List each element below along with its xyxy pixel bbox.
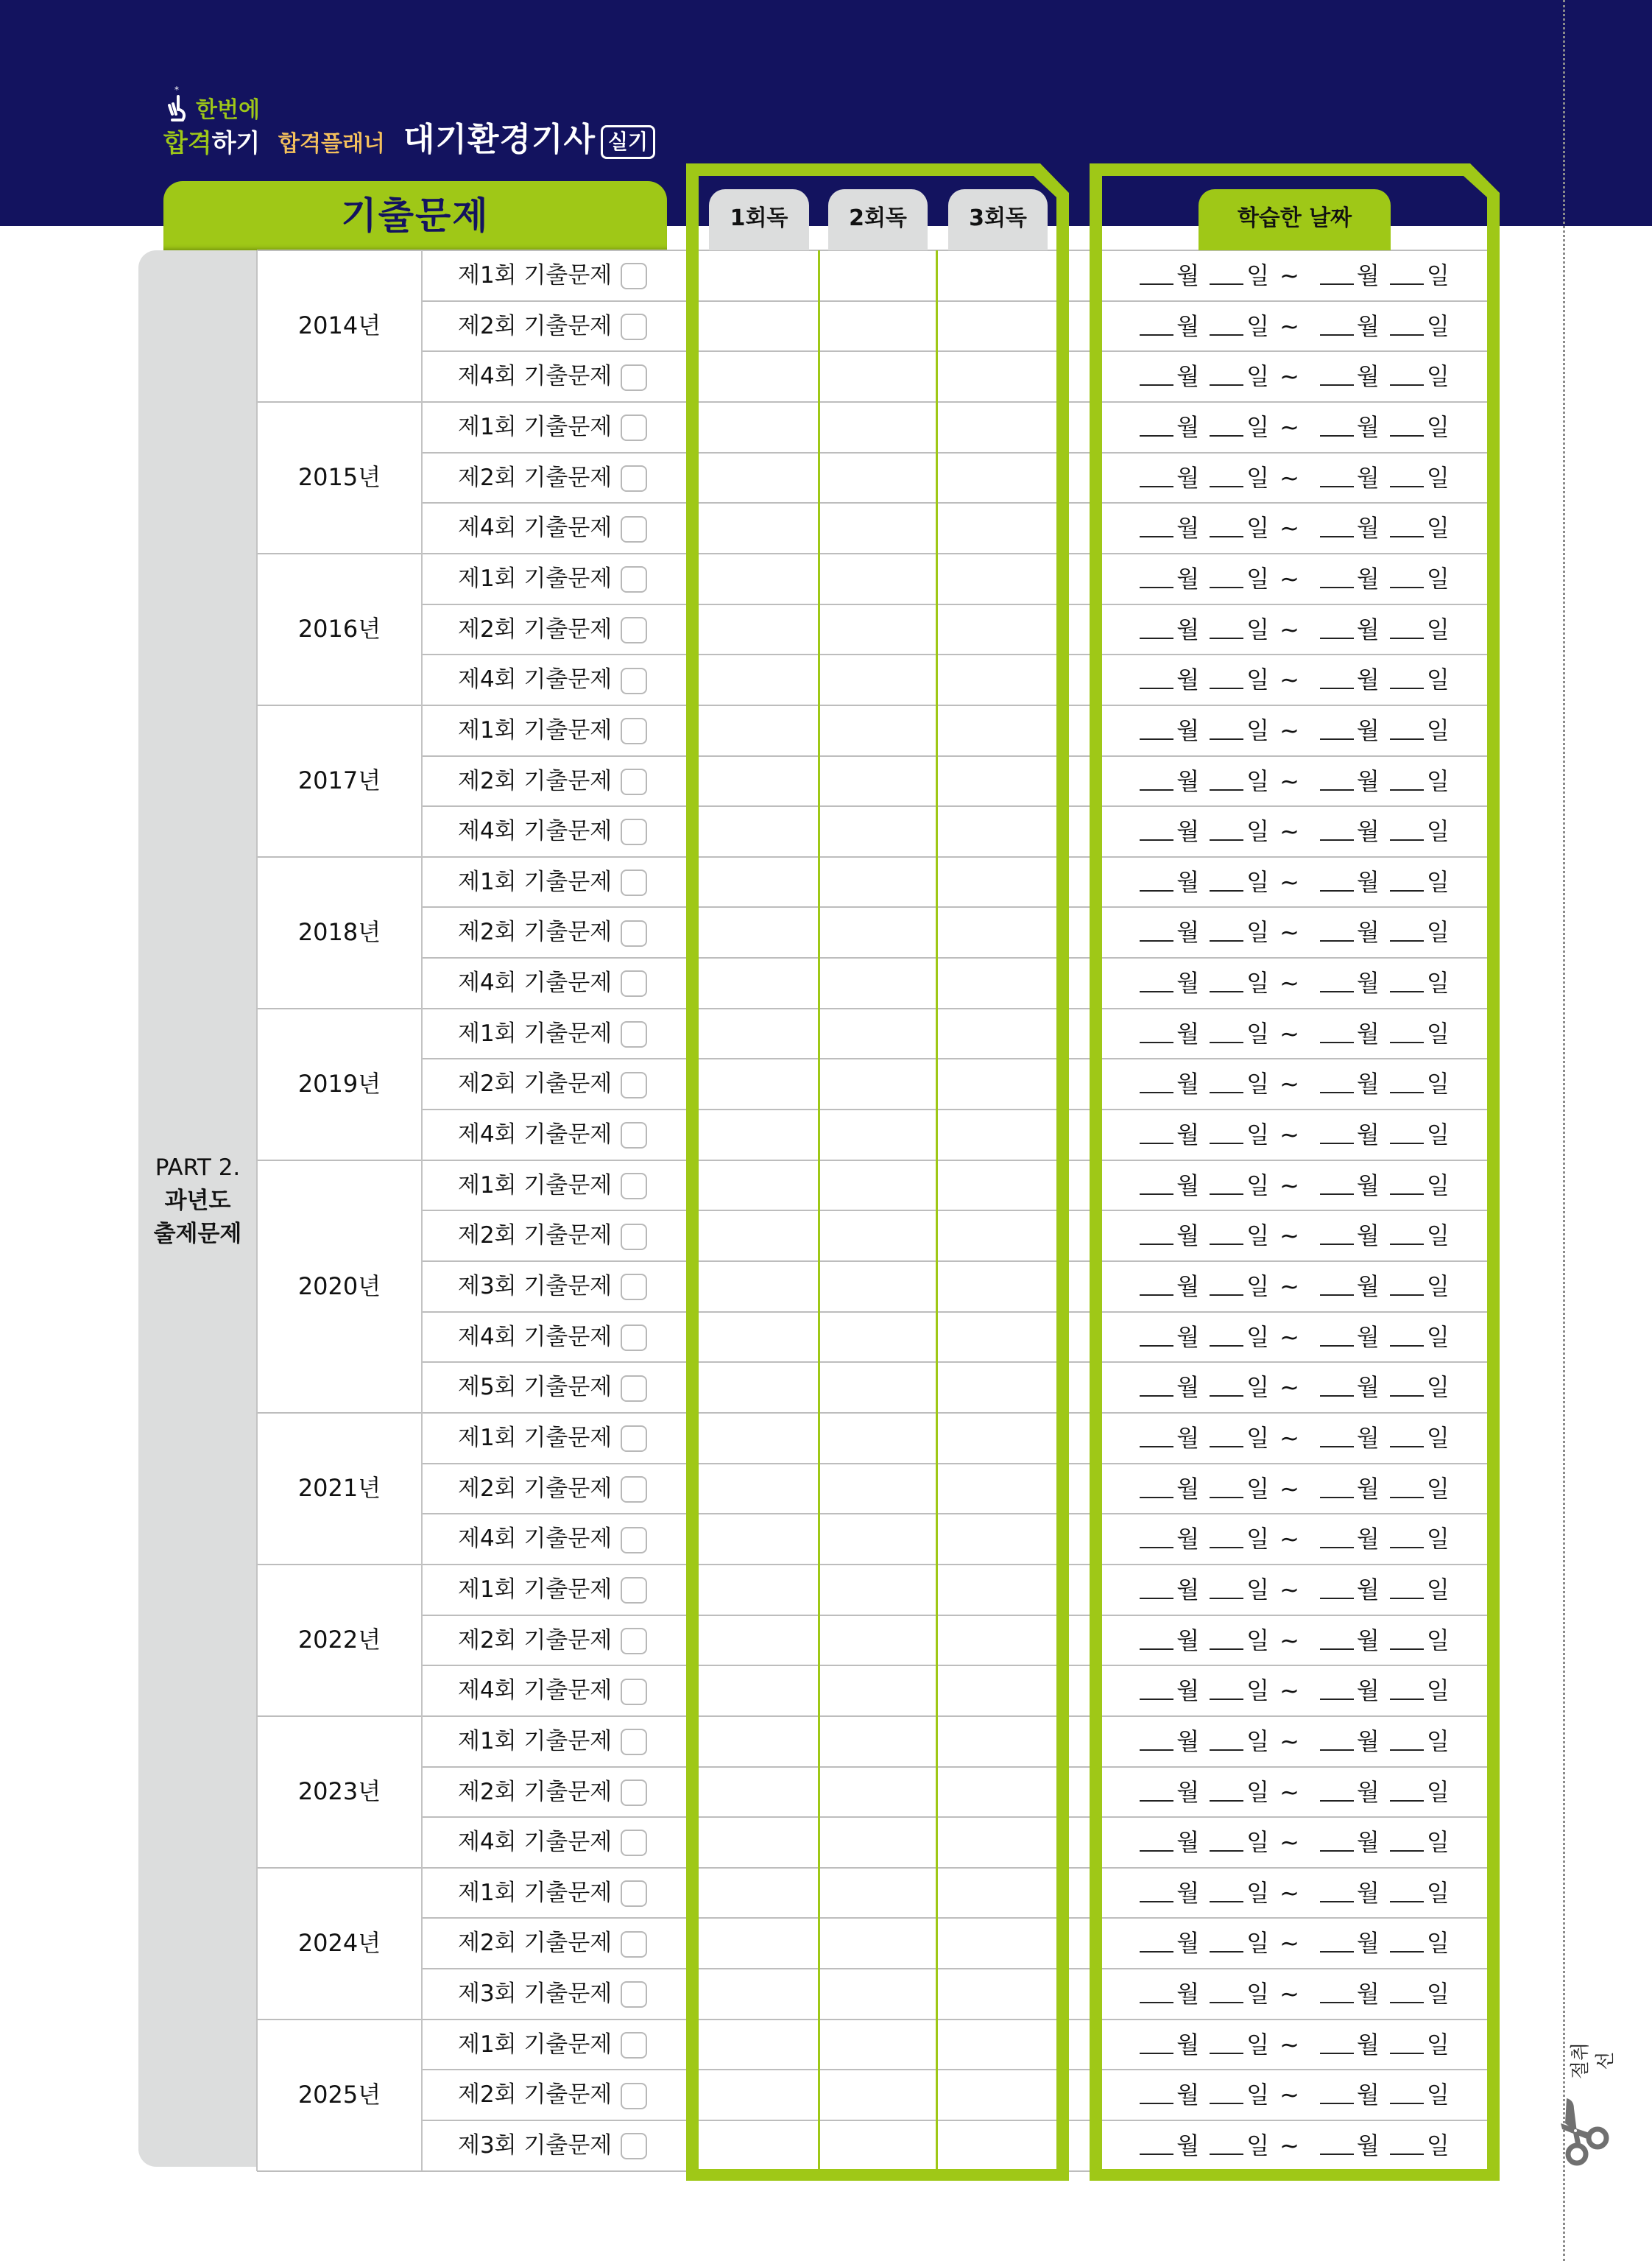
date-month: 월 bbox=[1176, 1019, 1200, 1048]
date-month: 월 bbox=[1176, 412, 1200, 441]
date-month: 월 bbox=[1356, 514, 1380, 543]
date-day: 일 bbox=[1246, 1019, 1270, 1048]
date-tilde: ~ bbox=[1279, 2081, 1299, 2109]
date-day: 일 bbox=[1426, 1171, 1450, 1199]
date-month: 월 bbox=[1356, 1726, 1380, 1755]
exam-label: 제1회 기출문제 bbox=[458, 1727, 613, 1754]
date-month: 월 bbox=[1356, 1171, 1380, 1199]
exam-label: 제5회 기출문제 bbox=[458, 1374, 613, 1401]
date-tilde: ~ bbox=[1279, 1929, 1299, 1958]
date-day: 일 bbox=[1426, 564, 1450, 593]
date-month: 월 bbox=[1176, 1676, 1200, 1705]
date-day: 일 bbox=[1426, 817, 1450, 846]
date-month: 월 bbox=[1176, 867, 1200, 896]
exam-label: 제1회 기출문제 bbox=[458, 868, 613, 895]
date-tilde: ~ bbox=[1279, 1221, 1299, 1250]
date-day: 일 bbox=[1426, 1929, 1450, 1958]
date-day: 일 bbox=[1246, 1726, 1270, 1755]
exam-label: 제4회 기출문제 bbox=[458, 1525, 613, 1553]
date-day: 일 bbox=[1426, 666, 1450, 694]
date-month: 월 bbox=[1176, 1221, 1200, 1250]
date-tilde: ~ bbox=[1279, 1171, 1299, 1199]
date-month: 월 bbox=[1176, 514, 1200, 543]
date-day: 일 bbox=[1246, 1171, 1270, 1199]
date-tilde: ~ bbox=[1279, 1070, 1299, 1098]
date-day: 일 bbox=[1246, 666, 1270, 694]
date-day: 일 bbox=[1246, 918, 1270, 947]
logo-text-green: 합격 bbox=[163, 129, 212, 158]
date-day: 일 bbox=[1426, 1777, 1450, 1806]
date-month: 월 bbox=[1176, 1575, 1200, 1604]
date-month: 월 bbox=[1356, 2081, 1380, 2109]
date-month: 월 bbox=[1176, 1070, 1200, 1098]
date-month: 월 bbox=[1356, 1070, 1380, 1098]
date-tilde: ~ bbox=[1279, 514, 1299, 543]
date-month: 월 bbox=[1176, 2030, 1200, 2059]
logo-text-line1: 한번에 bbox=[196, 97, 260, 123]
date-month: 월 bbox=[1176, 1423, 1200, 1452]
date-tilde: ~ bbox=[1279, 817, 1299, 846]
year-label: 2016년 bbox=[297, 614, 381, 643]
date-month: 월 bbox=[1176, 766, 1200, 795]
date-tilde: ~ bbox=[1279, 716, 1299, 744]
date-tilde: ~ bbox=[1279, 1373, 1299, 1402]
read-count-frame bbox=[686, 163, 1069, 2181]
date-month: 월 bbox=[1356, 1272, 1380, 1300]
date-month: 월 bbox=[1356, 412, 1380, 441]
date-day: 일 bbox=[1426, 1121, 1450, 1149]
date-month: 월 bbox=[1176, 2081, 1200, 2109]
date-day: 일 bbox=[1246, 1575, 1270, 1604]
date-day: 일 bbox=[1426, 311, 1450, 340]
date-day: 일 bbox=[1246, 514, 1270, 543]
exam-label: 제4회 기출문제 bbox=[458, 1829, 613, 1856]
date-month: 월 bbox=[1356, 1221, 1380, 1250]
date-month: 월 bbox=[1176, 362, 1200, 391]
exam-label: 제2회 기출문제 bbox=[458, 464, 613, 491]
exam-label: 제3회 기출문제 bbox=[458, 2132, 613, 2159]
date-day: 일 bbox=[1246, 1373, 1270, 1402]
date-month: 월 bbox=[1356, 1121, 1380, 1149]
tab-read-2: 2회독 bbox=[828, 189, 928, 250]
date-day: 일 bbox=[1246, 1322, 1270, 1351]
exam-label: 제1회 기출문제 bbox=[458, 2031, 613, 2058]
date-day: 일 bbox=[1246, 564, 1270, 593]
exam-label: 제1회 기출문제 bbox=[458, 1171, 613, 1199]
date-month: 월 bbox=[1356, 564, 1380, 593]
date-month: 월 bbox=[1356, 311, 1380, 340]
date-day: 일 bbox=[1426, 1070, 1450, 1098]
date-month: 월 bbox=[1356, 1980, 1380, 2008]
date-day: 일 bbox=[1246, 1423, 1270, 1452]
date-day: 일 bbox=[1246, 1272, 1270, 1300]
date-day: 일 bbox=[1426, 716, 1450, 744]
exam-label: 제1회 기출문제 bbox=[458, 716, 613, 744]
year-label: 2018년 bbox=[297, 917, 381, 946]
year-label: 2015년 bbox=[297, 462, 381, 491]
exam-label: 제3회 기출문제 bbox=[458, 1980, 613, 2008]
date-month: 월 bbox=[1176, 1474, 1200, 1503]
date-month: 월 bbox=[1176, 1726, 1200, 1755]
date-month: 월 bbox=[1356, 1626, 1380, 1654]
date-day: 일 bbox=[1426, 463, 1450, 492]
date-month: 월 bbox=[1356, 1019, 1380, 1048]
date-day: 일 bbox=[1426, 1878, 1450, 1907]
date-tilde: ~ bbox=[1279, 1626, 1299, 1654]
date-month: 월 bbox=[1176, 463, 1200, 492]
read-column-divider bbox=[936, 250, 938, 2170]
date-day: 일 bbox=[1246, 1474, 1270, 1503]
date-month: 월 bbox=[1356, 2030, 1380, 2059]
date-month: 월 bbox=[1356, 1777, 1380, 1806]
date-month: 월 bbox=[1176, 969, 1200, 998]
date-tilde: ~ bbox=[1279, 1019, 1299, 1048]
study-date-header: 학습한 날짜 bbox=[1199, 189, 1391, 250]
exam-label: 제1회 기출문제 bbox=[458, 1576, 613, 1603]
date-month: 월 bbox=[1356, 817, 1380, 846]
date-month: 월 bbox=[1356, 1676, 1380, 1705]
date-day: 일 bbox=[1246, 1878, 1270, 1907]
date-month: 월 bbox=[1356, 1929, 1380, 1958]
date-day: 일 bbox=[1426, 362, 1450, 391]
date-tilde: ~ bbox=[1279, 1474, 1299, 1503]
planner-label: 합격플래너 bbox=[278, 131, 385, 157]
date-day: 일 bbox=[1246, 1626, 1270, 1654]
date-month: 월 bbox=[1176, 1980, 1200, 2008]
exam-label: 제4회 기출문제 bbox=[458, 818, 613, 845]
date-tilde: ~ bbox=[1279, 918, 1299, 947]
date-month: 월 bbox=[1356, 1423, 1380, 1452]
date-month: 월 bbox=[1176, 1272, 1200, 1300]
date-month: 월 bbox=[1176, 311, 1200, 340]
date-tilde: ~ bbox=[1279, 969, 1299, 998]
date-month: 월 bbox=[1356, 716, 1380, 744]
year-label: 2021년 bbox=[297, 1473, 381, 1502]
date-month: 월 bbox=[1176, 666, 1200, 694]
date-day: 일 bbox=[1246, 1676, 1270, 1705]
date-month: 월 bbox=[1176, 2131, 1200, 2160]
exam-label: 제2회 기출문제 bbox=[458, 1930, 613, 1957]
date-tilde: ~ bbox=[1279, 1575, 1299, 1604]
date-day: 일 bbox=[1246, 1777, 1270, 1806]
date-month: 월 bbox=[1356, 918, 1380, 947]
date-month: 월 bbox=[1176, 1171, 1200, 1199]
date-month: 월 bbox=[1176, 716, 1200, 744]
date-day: 일 bbox=[1426, 2131, 1450, 2160]
date-month: 월 bbox=[1356, 2131, 1380, 2160]
date-tilde: ~ bbox=[1279, 1726, 1299, 1755]
date-day: 일 bbox=[1246, 1929, 1270, 1958]
date-day: 일 bbox=[1246, 1828, 1270, 1857]
year-label: 2017년 bbox=[297, 766, 381, 794]
date-month: 월 bbox=[1176, 261, 1200, 289]
date-tilde: ~ bbox=[1279, 1676, 1299, 1705]
exam-label: 제2회 기출문제 bbox=[458, 1222, 613, 1249]
date-month: 월 bbox=[1356, 1373, 1380, 1402]
date-day: 일 bbox=[1246, 2030, 1270, 2059]
year-label: 2019년 bbox=[297, 1069, 381, 1098]
svg-text:*: * bbox=[174, 86, 179, 95]
date-day: 일 bbox=[1246, 463, 1270, 492]
date-day: 일 bbox=[1246, 1121, 1270, 1149]
date-day: 일 bbox=[1426, 1626, 1450, 1654]
date-day: 일 bbox=[1426, 918, 1450, 947]
date-day: 일 bbox=[1426, 766, 1450, 795]
date-day: 일 bbox=[1426, 1525, 1450, 1553]
date-tilde: ~ bbox=[1279, 564, 1299, 593]
date-month: 월 bbox=[1356, 1878, 1380, 1907]
date-month: 월 bbox=[1176, 918, 1200, 947]
exam-label: 제1회 기출문제 bbox=[458, 262, 613, 289]
date-month: 월 bbox=[1356, 261, 1380, 289]
past-exams-header-label: 기출문제 bbox=[341, 194, 490, 237]
date-day: 일 bbox=[1426, 1980, 1450, 2008]
date-tilde: ~ bbox=[1279, 2030, 1299, 2059]
date-tilde: ~ bbox=[1279, 1878, 1299, 1907]
date-month: 월 bbox=[1176, 1525, 1200, 1553]
date-day: 일 bbox=[1426, 1474, 1450, 1503]
exam-label: 제4회 기출문제 bbox=[458, 1121, 613, 1149]
date-day: 일 bbox=[1426, 615, 1450, 643]
exam-label: 제2회 기출문제 bbox=[458, 767, 613, 794]
date-month: 월 bbox=[1176, 1322, 1200, 1351]
tab-read-1: 1회독 bbox=[709, 189, 809, 250]
date-month: 월 bbox=[1176, 1777, 1200, 1806]
exam-label: 제1회 기출문제 bbox=[458, 413, 613, 440]
date-month: 월 bbox=[1176, 1626, 1200, 1654]
exam-label: 제1회 기출문제 bbox=[458, 565, 613, 592]
exam-label: 제4회 기출문제 bbox=[458, 363, 613, 390]
date-tilde: ~ bbox=[1279, 1777, 1299, 1806]
date-day: 일 bbox=[1426, 1373, 1450, 1402]
date-day: 일 bbox=[1246, 412, 1270, 441]
section-title-line1: 과년도 bbox=[164, 1188, 231, 1214]
exam-label: 제1회 기출문제 bbox=[458, 1020, 613, 1047]
date-day: 일 bbox=[1426, 1726, 1450, 1755]
date-tilde: ~ bbox=[1279, 1121, 1299, 1149]
date-day: 일 bbox=[1246, 817, 1270, 846]
date-day: 일 bbox=[1426, 1272, 1450, 1300]
date-day: 일 bbox=[1246, 1221, 1270, 1250]
year-label: 2014년 bbox=[297, 311, 381, 339]
cut-line-label: 절취선 bbox=[1570, 2042, 1617, 2080]
exam-label: 제4회 기출문제 bbox=[458, 1323, 613, 1350]
date-month: 월 bbox=[1356, 1828, 1380, 1857]
date-month: 월 bbox=[1356, 1575, 1380, 1604]
date-day: 일 bbox=[1426, 412, 1450, 441]
date-day: 일 bbox=[1426, 1322, 1450, 1351]
date-day: 일 bbox=[1246, 311, 1270, 340]
date-day: 일 bbox=[1246, 2131, 1270, 2160]
exam-label: 제2회 기출문제 bbox=[458, 919, 613, 946]
date-day: 일 bbox=[1246, 2081, 1270, 2109]
exam-label: 제1회 기출문제 bbox=[458, 1879, 613, 1906]
section-part: PART 2. bbox=[155, 1154, 241, 1181]
date-month: 월 bbox=[1356, 463, 1380, 492]
date-day: 일 bbox=[1246, 766, 1270, 795]
date-month: 월 bbox=[1176, 615, 1200, 643]
date-tilde: ~ bbox=[1279, 666, 1299, 694]
date-tilde: ~ bbox=[1279, 1272, 1299, 1300]
date-day: 일 bbox=[1426, 514, 1450, 543]
date-month: 월 bbox=[1356, 1525, 1380, 1553]
date-day: 일 bbox=[1426, 261, 1450, 289]
date-tilde: ~ bbox=[1279, 1980, 1299, 2008]
date-month: 월 bbox=[1356, 1322, 1380, 1351]
date-tilde: ~ bbox=[1279, 766, 1299, 795]
date-month: 월 bbox=[1176, 1828, 1200, 1857]
date-day: 일 bbox=[1246, 716, 1270, 744]
year-label: 2025년 bbox=[297, 2080, 381, 2109]
date-month: 월 bbox=[1356, 1474, 1380, 1503]
date-day: 일 bbox=[1426, 1423, 1450, 1452]
year-label: 2020년 bbox=[297, 1271, 381, 1300]
date-tilde: ~ bbox=[1279, 261, 1299, 289]
date-tilde: ~ bbox=[1279, 1322, 1299, 1351]
exam-label: 제2회 기출문제 bbox=[458, 1778, 613, 1805]
date-day: 일 bbox=[1426, 867, 1450, 896]
date-day: 일 bbox=[1426, 1221, 1450, 1250]
date-month: 월 bbox=[1176, 564, 1200, 593]
date-tilde: ~ bbox=[1279, 1525, 1299, 1553]
logo-text-white: 하기 bbox=[211, 129, 261, 158]
date-month: 월 bbox=[1176, 1929, 1200, 1958]
year-label: 2022년 bbox=[297, 1625, 381, 1654]
exam-label: 제1회 기출문제 bbox=[458, 1424, 613, 1451]
tab-read-3: 3회독 bbox=[948, 189, 1048, 250]
date-month: 월 bbox=[1356, 867, 1380, 896]
date-tilde: ~ bbox=[1279, 615, 1299, 643]
date-day: 일 bbox=[1246, 1980, 1270, 2008]
date-tilde: ~ bbox=[1279, 311, 1299, 340]
date-tilde: ~ bbox=[1279, 867, 1299, 896]
date-tilde: ~ bbox=[1279, 2131, 1299, 2160]
exam-label: 제2회 기출문제 bbox=[458, 2081, 613, 2109]
date-day: 일 bbox=[1246, 867, 1270, 896]
exam-label: 제2회 기출문제 bbox=[458, 1070, 613, 1098]
read-column-divider bbox=[818, 250, 820, 2170]
date-day: 일 bbox=[1426, 2030, 1450, 2059]
date-day: 일 bbox=[1246, 362, 1270, 391]
exam-label: 제4회 기출문제 bbox=[458, 666, 613, 694]
date-month: 월 bbox=[1176, 1878, 1200, 1907]
exam-type-badge: 실기 bbox=[601, 125, 655, 159]
exam-label: 제2회 기출문제 bbox=[458, 312, 613, 339]
date-day: 일 bbox=[1426, 1019, 1450, 1048]
page-title: 대기환경기사 bbox=[403, 121, 596, 158]
date-month: 월 bbox=[1356, 615, 1380, 643]
date-tilde: ~ bbox=[1279, 362, 1299, 391]
date-month: 월 bbox=[1176, 817, 1200, 846]
study-date-frame bbox=[1090, 163, 1500, 2181]
date-day: 일 bbox=[1426, 1676, 1450, 1705]
date-day: 일 bbox=[1246, 1070, 1270, 1098]
section-title-line2: 출제문제 bbox=[153, 1221, 242, 1247]
date-day: 일 bbox=[1246, 1525, 1270, 1553]
exam-label: 제2회 기출문제 bbox=[458, 1626, 613, 1654]
date-month: 월 bbox=[1356, 362, 1380, 391]
date-month: 월 bbox=[1176, 1121, 1200, 1149]
date-tilde: ~ bbox=[1279, 463, 1299, 492]
date-day: 일 bbox=[1246, 615, 1270, 643]
date-month: 월 bbox=[1356, 666, 1380, 694]
exam-label: 제4회 기출문제 bbox=[458, 970, 613, 997]
date-day: 일 bbox=[1246, 261, 1270, 289]
date-month: 월 bbox=[1356, 766, 1380, 795]
date-day: 일 bbox=[1426, 969, 1450, 998]
date-day: 일 bbox=[1246, 969, 1270, 998]
date-tilde: ~ bbox=[1279, 1828, 1299, 1857]
year-label: 2024년 bbox=[297, 1928, 381, 1957]
exam-label: 제3회 기출문제 bbox=[458, 1273, 613, 1299]
exam-label: 제4회 기출문제 bbox=[458, 1677, 613, 1704]
exam-label: 제2회 기출문제 bbox=[458, 1475, 613, 1502]
date-month: 월 bbox=[1356, 969, 1380, 998]
date-tilde: ~ bbox=[1279, 412, 1299, 441]
date-tilde: ~ bbox=[1279, 1423, 1299, 1452]
date-day: 일 bbox=[1426, 1575, 1450, 1604]
date-month: 월 bbox=[1176, 1373, 1200, 1402]
year-label: 2023년 bbox=[297, 1777, 381, 1805]
exam-label: 제2회 기출문제 bbox=[458, 615, 613, 643]
exam-label: 제4회 기출문제 bbox=[458, 515, 613, 542]
date-day: 일 bbox=[1426, 1828, 1450, 1857]
date-day: 일 bbox=[1426, 2081, 1450, 2109]
